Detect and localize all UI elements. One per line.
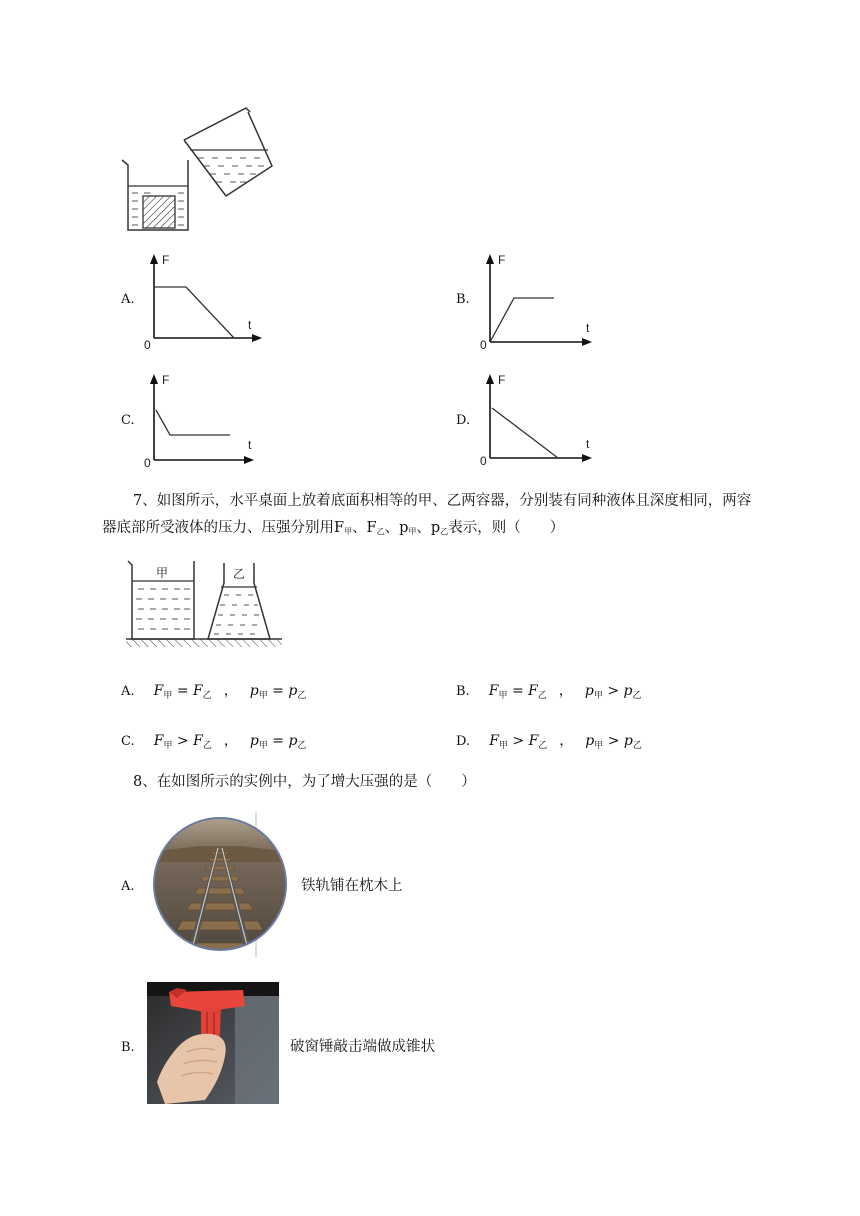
origin-label: 0 (480, 454, 487, 468)
container-yi (208, 563, 270, 639)
q7-stem-line2: 器底部所受液体的压力、压强分别用F甲、F乙、p甲、p乙表示，则（ ） (102, 520, 565, 536)
graph-option-c (140, 370, 265, 470)
railway-track-image (150, 812, 290, 957)
x-axis-label: t (586, 437, 590, 451)
graph-line (490, 298, 554, 342)
option-d-label: D. (456, 413, 471, 428)
two-containers-figure (124, 555, 289, 650)
graph-option-d (476, 370, 601, 470)
submerged-block (143, 196, 175, 228)
option-b-label: B. (456, 292, 470, 307)
q8-option-b-caption: 破窗锤敲击端做成锥状 (290, 1039, 435, 1055)
q7-option-d[interactable]: D. $F_甲 > F_乙$ ， $p_甲 > p_乙$ (456, 733, 642, 751)
q7-option-a[interactable]: A. $F_甲 = F_乙$ ， $p_甲 = p_乙$ (121, 683, 307, 701)
q7-option-b[interactable]: B. $F_甲 = F_乙$ ， $p_甲 > p_乙$ (456, 683, 642, 701)
q8-stem: 8、在如图所示的实例中，为了增大压强的是（ ） (133, 774, 476, 790)
graph-option-b (476, 250, 601, 350)
tilted-beaker (184, 108, 272, 196)
y-axis-label: F (162, 253, 170, 267)
q7-option-c[interactable]: C. $F_甲 > F_乙$ ， $p_甲 = p_乙$ (121, 733, 307, 751)
x-axis-label: t (248, 318, 252, 332)
x-axis-label: t (248, 438, 252, 452)
graph-line (154, 287, 234, 338)
safety-hammer-image (147, 982, 279, 1104)
beaker-pouring-figure (118, 100, 283, 235)
q8-option-a-label: A. (121, 879, 135, 894)
left-beaker (122, 160, 188, 230)
table-surface (126, 639, 282, 647)
q7-stem-line1: 7、如图所示，水平桌面上放着底面积相等的甲、乙两容器，分别装有同种液体且深度相同，两容 (133, 493, 752, 509)
option-letter: C. (121, 734, 135, 749)
option-a-label: A. (121, 292, 135, 307)
origin-label: 0 (480, 338, 487, 350)
q8-option-a-caption: 铁轨铺在枕木上 (301, 878, 403, 894)
x-axis-label: t (586, 321, 590, 335)
graph-line (156, 410, 230, 435)
graph-line (492, 408, 558, 458)
graph-option-a (140, 250, 265, 350)
option-letter: D. (456, 734, 471, 749)
origin-label: 0 (144, 338, 151, 350)
label-jia: 甲 (156, 566, 169, 580)
q8-option-b-label: B. (121, 1040, 135, 1055)
y-axis-label: F (162, 373, 170, 387)
y-axis-label: F (498, 373, 506, 387)
option-letter: B. (456, 684, 470, 699)
label-yi: 乙 (233, 567, 246, 581)
option-letter: A. (121, 684, 135, 699)
y-axis-label: F (498, 253, 506, 267)
origin-label: 0 (144, 456, 151, 470)
option-c-label: C. (121, 413, 135, 428)
container-jia (128, 561, 194, 639)
